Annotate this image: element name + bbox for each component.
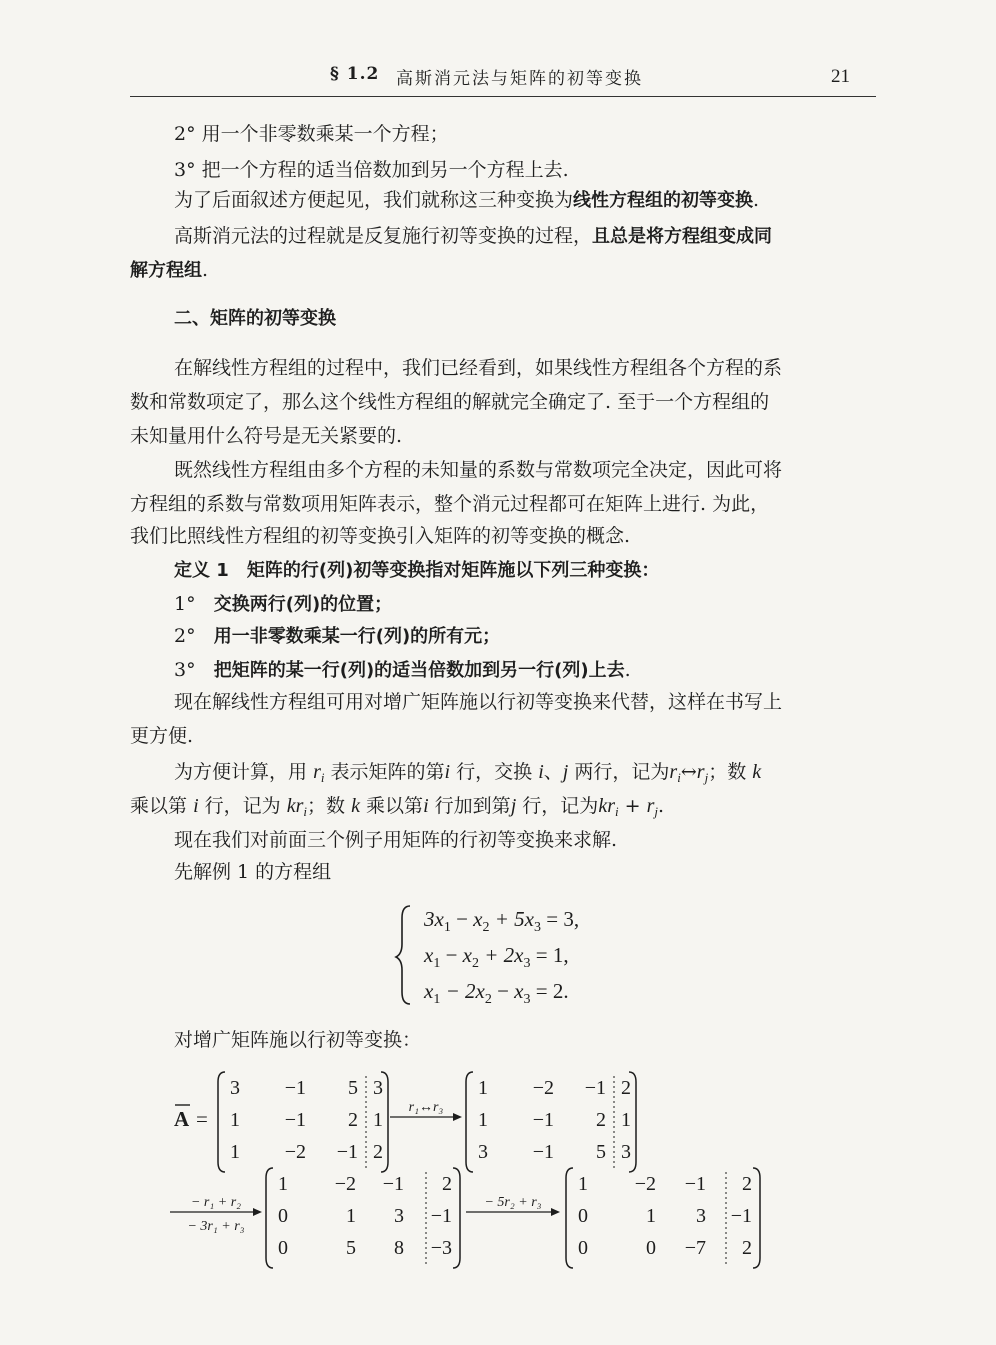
paragraph-line: 方程组的系数与常数项用矩阵表示，整个消元过程都可在矩阵上进行. 为此， bbox=[130, 493, 770, 515]
plus: + bbox=[618, 795, 647, 817]
arrow: ↔ bbox=[680, 761, 697, 783]
arrow-head bbox=[551, 1208, 560, 1216]
matrix-left-bracket bbox=[566, 1168, 573, 1268]
matrix-left-bracket bbox=[218, 1072, 225, 1172]
matrix-cell: 1 bbox=[373, 1109, 383, 1131]
item-text: 用一非零数乘某一行(列)的所有元； bbox=[213, 626, 501, 647]
equation-term: x bbox=[424, 943, 434, 967]
matrix-cell: 2 bbox=[742, 1173, 752, 1195]
math-k: k bbox=[598, 795, 608, 817]
matrix-cell: 0 bbox=[578, 1205, 588, 1227]
matrix-cell: 0 bbox=[646, 1237, 656, 1259]
matrix-name: A bbox=[174, 1107, 190, 1131]
page-number: 21 bbox=[831, 66, 850, 87]
matrix-cell: 2 bbox=[596, 1109, 606, 1131]
math-k: k bbox=[351, 795, 360, 817]
math-i: i bbox=[444, 761, 451, 783]
math-i: i bbox=[423, 795, 429, 817]
equation-term: = 2. bbox=[530, 979, 569, 1003]
matrix-cell: 8 bbox=[394, 1237, 404, 1259]
paragraph-line: 在解线性方程组的过程中，我们已经看到，如果线性方程组各个方程的系 bbox=[174, 357, 783, 379]
equation-term: = 3, bbox=[541, 907, 580, 931]
equation-term: 2 bbox=[472, 956, 479, 971]
matrix-transformations bbox=[170, 1072, 760, 1268]
text: ；数 bbox=[708, 761, 747, 783]
matrix-cell: −1 bbox=[532, 1141, 554, 1163]
operation-label: r₁↔r₃ bbox=[408, 1100, 444, 1115]
matrix-cell: −1 bbox=[684, 1173, 706, 1195]
arrow-head bbox=[253, 1208, 262, 1216]
matrix-cell: 1 bbox=[578, 1173, 588, 1195]
equation-term: 3 bbox=[523, 992, 531, 1007]
equation-term: x bbox=[473, 907, 483, 931]
matrix-cell: 1 bbox=[230, 1141, 240, 1163]
matrix-cell: −2 bbox=[334, 1173, 356, 1195]
item-number: 2° bbox=[174, 625, 196, 647]
matrix-cell: −1 bbox=[584, 1077, 606, 1099]
math-sub: i bbox=[303, 804, 308, 819]
paragraph-line: 对增广矩阵施以行初等变换： bbox=[174, 1029, 422, 1051]
text: ；数 bbox=[307, 795, 346, 817]
matrix-cell: −2 bbox=[634, 1173, 656, 1195]
item-text: 交换两行(列)的位置； bbox=[213, 594, 393, 615]
item-number: 1° bbox=[174, 593, 196, 615]
math-i: i bbox=[538, 761, 544, 783]
math-r: r bbox=[313, 761, 321, 783]
text: 高斯消元法的过程就是反复施行初等变换的过程， bbox=[174, 225, 593, 247]
matrix-cell: 1 bbox=[621, 1109, 631, 1131]
matrix-cell: −1 bbox=[284, 1109, 306, 1131]
matrix-cell: −1 bbox=[382, 1173, 404, 1195]
matrix-cell: 1 bbox=[478, 1109, 488, 1131]
definition-label: 定义 1 bbox=[174, 560, 229, 581]
matrix-left-bracket bbox=[266, 1168, 273, 1268]
matrix-cell: 1 bbox=[278, 1173, 288, 1195]
text: 行，记为 bbox=[522, 795, 599, 817]
item-text: 把矩阵的某一行(列)的适当倍数加到另一行(列)上去 bbox=[213, 660, 625, 681]
text: 乘以第 bbox=[366, 795, 424, 817]
operation-label: − 5r₂ + r₃ bbox=[484, 1195, 542, 1210]
math-k: k bbox=[286, 795, 296, 817]
matrix-cell: −2 bbox=[284, 1141, 306, 1163]
list-item-2: 2° 用一个非零数乘某一个方程； bbox=[174, 123, 449, 145]
item-number: 3° bbox=[174, 659, 196, 681]
header-title: 高斯消元法与矩阵的初等变换 bbox=[396, 69, 643, 89]
matrix-cell: −3 bbox=[430, 1237, 452, 1259]
matrix-cell: −1 bbox=[284, 1077, 306, 1099]
matrix-cell: −7 bbox=[684, 1237, 706, 1259]
bold-term: 线性方程组的初等变换 bbox=[573, 190, 754, 211]
matrix-cell: 2 bbox=[348, 1109, 358, 1131]
paragraph-line: 我们比照线性方程组的初等变换引入矩阵的初等变换的概念. bbox=[130, 525, 631, 547]
matrix-cell: 5 bbox=[346, 1237, 356, 1259]
text: 行加到第 bbox=[434, 795, 511, 817]
math-r: r bbox=[607, 795, 615, 817]
equation-term: 1 bbox=[443, 920, 451, 935]
definition-text: 矩阵的行(列)初等变换指对矩阵施以下列三种变换： bbox=[246, 560, 660, 581]
matrix-cell: 5 bbox=[596, 1141, 606, 1163]
math-i: i bbox=[193, 795, 199, 817]
text: 行，交换 bbox=[456, 761, 533, 783]
math-j: j bbox=[562, 761, 569, 783]
matrix-cell: 1 bbox=[230, 1109, 240, 1131]
paragraph-line: 更方便. bbox=[130, 725, 194, 747]
equation-term: 2 bbox=[484, 992, 492, 1007]
text: . bbox=[658, 795, 665, 817]
list-item-3: 3° 把一个方程的适当倍数加到另一个方程上去. bbox=[174, 159, 569, 181]
paragraph-line: 未知量用什么符号是无关紧要的. bbox=[130, 425, 403, 447]
paragraph-line: 数和常数项定了，那么这个线性方程组的解就完全确定了. 至于一个方程组的 bbox=[130, 391, 770, 413]
matrix-cell: 1 bbox=[346, 1205, 356, 1227]
math-sub: j bbox=[704, 770, 709, 785]
matrix-cell: 3 bbox=[621, 1141, 631, 1163]
equals-sign: = bbox=[196, 1107, 208, 1131]
paragraph-line: 既然线性方程组由多个方程的未知量的系数与常数项完全决定，因此可将 bbox=[174, 459, 783, 481]
matrix-cell: −2 bbox=[532, 1077, 554, 1099]
matrix-cell: 0 bbox=[578, 1237, 588, 1259]
matrix-cell: 0 bbox=[278, 1205, 288, 1227]
text: . bbox=[753, 189, 760, 211]
bold-term: 解方程组 bbox=[130, 260, 202, 281]
matrix-cell: −1 bbox=[532, 1109, 554, 1131]
equation-term: 1 bbox=[433, 992, 441, 1007]
paragraph-line: 现在解线性方程组可用对增广矩阵施以行初等变换来代替，这样在书写上 bbox=[174, 691, 783, 713]
equation-term: = 1, bbox=[530, 943, 569, 967]
matrix-cell: −1 bbox=[430, 1205, 452, 1227]
text: 、 bbox=[543, 761, 563, 783]
math-j: j bbox=[510, 795, 517, 817]
math-r: r bbox=[646, 795, 655, 817]
equation-term: 2 bbox=[482, 920, 490, 935]
matrix-cell: 2 bbox=[621, 1077, 631, 1099]
math-sub: i bbox=[320, 770, 325, 785]
matrix-cell: 0 bbox=[278, 1237, 288, 1259]
math-sub: i bbox=[615, 804, 619, 819]
matrix-cell: 1 bbox=[478, 1077, 488, 1099]
equation-term: x bbox=[424, 979, 434, 1003]
text: 表示矩阵的第 bbox=[330, 761, 445, 783]
equation-term: + 2x bbox=[479, 943, 524, 967]
text: 两行，记为 bbox=[574, 761, 670, 783]
text: 为了后面叙述方便起见，我们就称这三种变换为 bbox=[174, 189, 574, 211]
equation-term: 3 bbox=[523, 956, 531, 971]
equation-term: x bbox=[462, 943, 472, 967]
section-heading: 二、矩阵的初等变换 bbox=[174, 308, 336, 329]
equation-term: 1 bbox=[433, 956, 441, 971]
matrix-right-bracket bbox=[753, 1168, 760, 1268]
text: 行，记为 bbox=[204, 795, 281, 817]
text: . bbox=[202, 259, 209, 281]
math-r: r bbox=[696, 761, 705, 783]
math-sub: i bbox=[677, 770, 681, 785]
matrix-cell: 3 bbox=[696, 1205, 706, 1227]
equation-term: 3 bbox=[534, 920, 541, 935]
matrix-cell: 2 bbox=[373, 1141, 383, 1163]
section-number: § 1.2 bbox=[330, 64, 380, 84]
matrix-cell: 3 bbox=[373, 1077, 383, 1099]
matrix-cell: 3 bbox=[230, 1077, 240, 1099]
bold-term: 且总是将方程组变成同 bbox=[592, 226, 773, 247]
equation-term: 3x bbox=[424, 907, 444, 931]
matrix-left-bracket bbox=[466, 1072, 473, 1172]
matrix-cell: 2 bbox=[442, 1173, 452, 1195]
equation-term: − bbox=[440, 943, 463, 967]
equation-term: + 5x bbox=[489, 907, 534, 931]
matrix-cell: −1 bbox=[730, 1205, 752, 1227]
matrix-cell: 3 bbox=[478, 1141, 488, 1163]
equation-term: − bbox=[450, 907, 474, 931]
arrow-head bbox=[453, 1113, 462, 1121]
operation-label: − 3r₁ + r₃ bbox=[187, 1219, 245, 1234]
equation-term: − 2x bbox=[440, 979, 485, 1003]
matrix-cell: −1 bbox=[336, 1141, 358, 1163]
matrix-cell: 3 bbox=[394, 1205, 404, 1227]
text: 乘以第 bbox=[130, 795, 188, 817]
math-r: r bbox=[669, 761, 678, 783]
equation-term: x bbox=[514, 979, 524, 1003]
matrix-cell: 5 bbox=[348, 1077, 358, 1099]
operation-label: − r₁ + r₂ bbox=[190, 1195, 242, 1210]
text: . bbox=[624, 659, 631, 681]
math-r: r bbox=[295, 795, 304, 817]
math-k: k bbox=[752, 761, 762, 783]
matrix-right-bracket bbox=[453, 1168, 460, 1268]
equation-term: − bbox=[491, 979, 515, 1003]
paragraph-line: 现在我们对前面三个例子用矩阵的行初等变换来求解. bbox=[174, 829, 618, 851]
matrix-cell: 1 bbox=[646, 1205, 656, 1227]
math-sub: j bbox=[654, 804, 659, 819]
text: 为方便计算，用 bbox=[174, 761, 308, 783]
matrix-cell: 2 bbox=[742, 1237, 752, 1259]
paragraph-line: 先解例 1 的方程组 bbox=[174, 861, 332, 883]
